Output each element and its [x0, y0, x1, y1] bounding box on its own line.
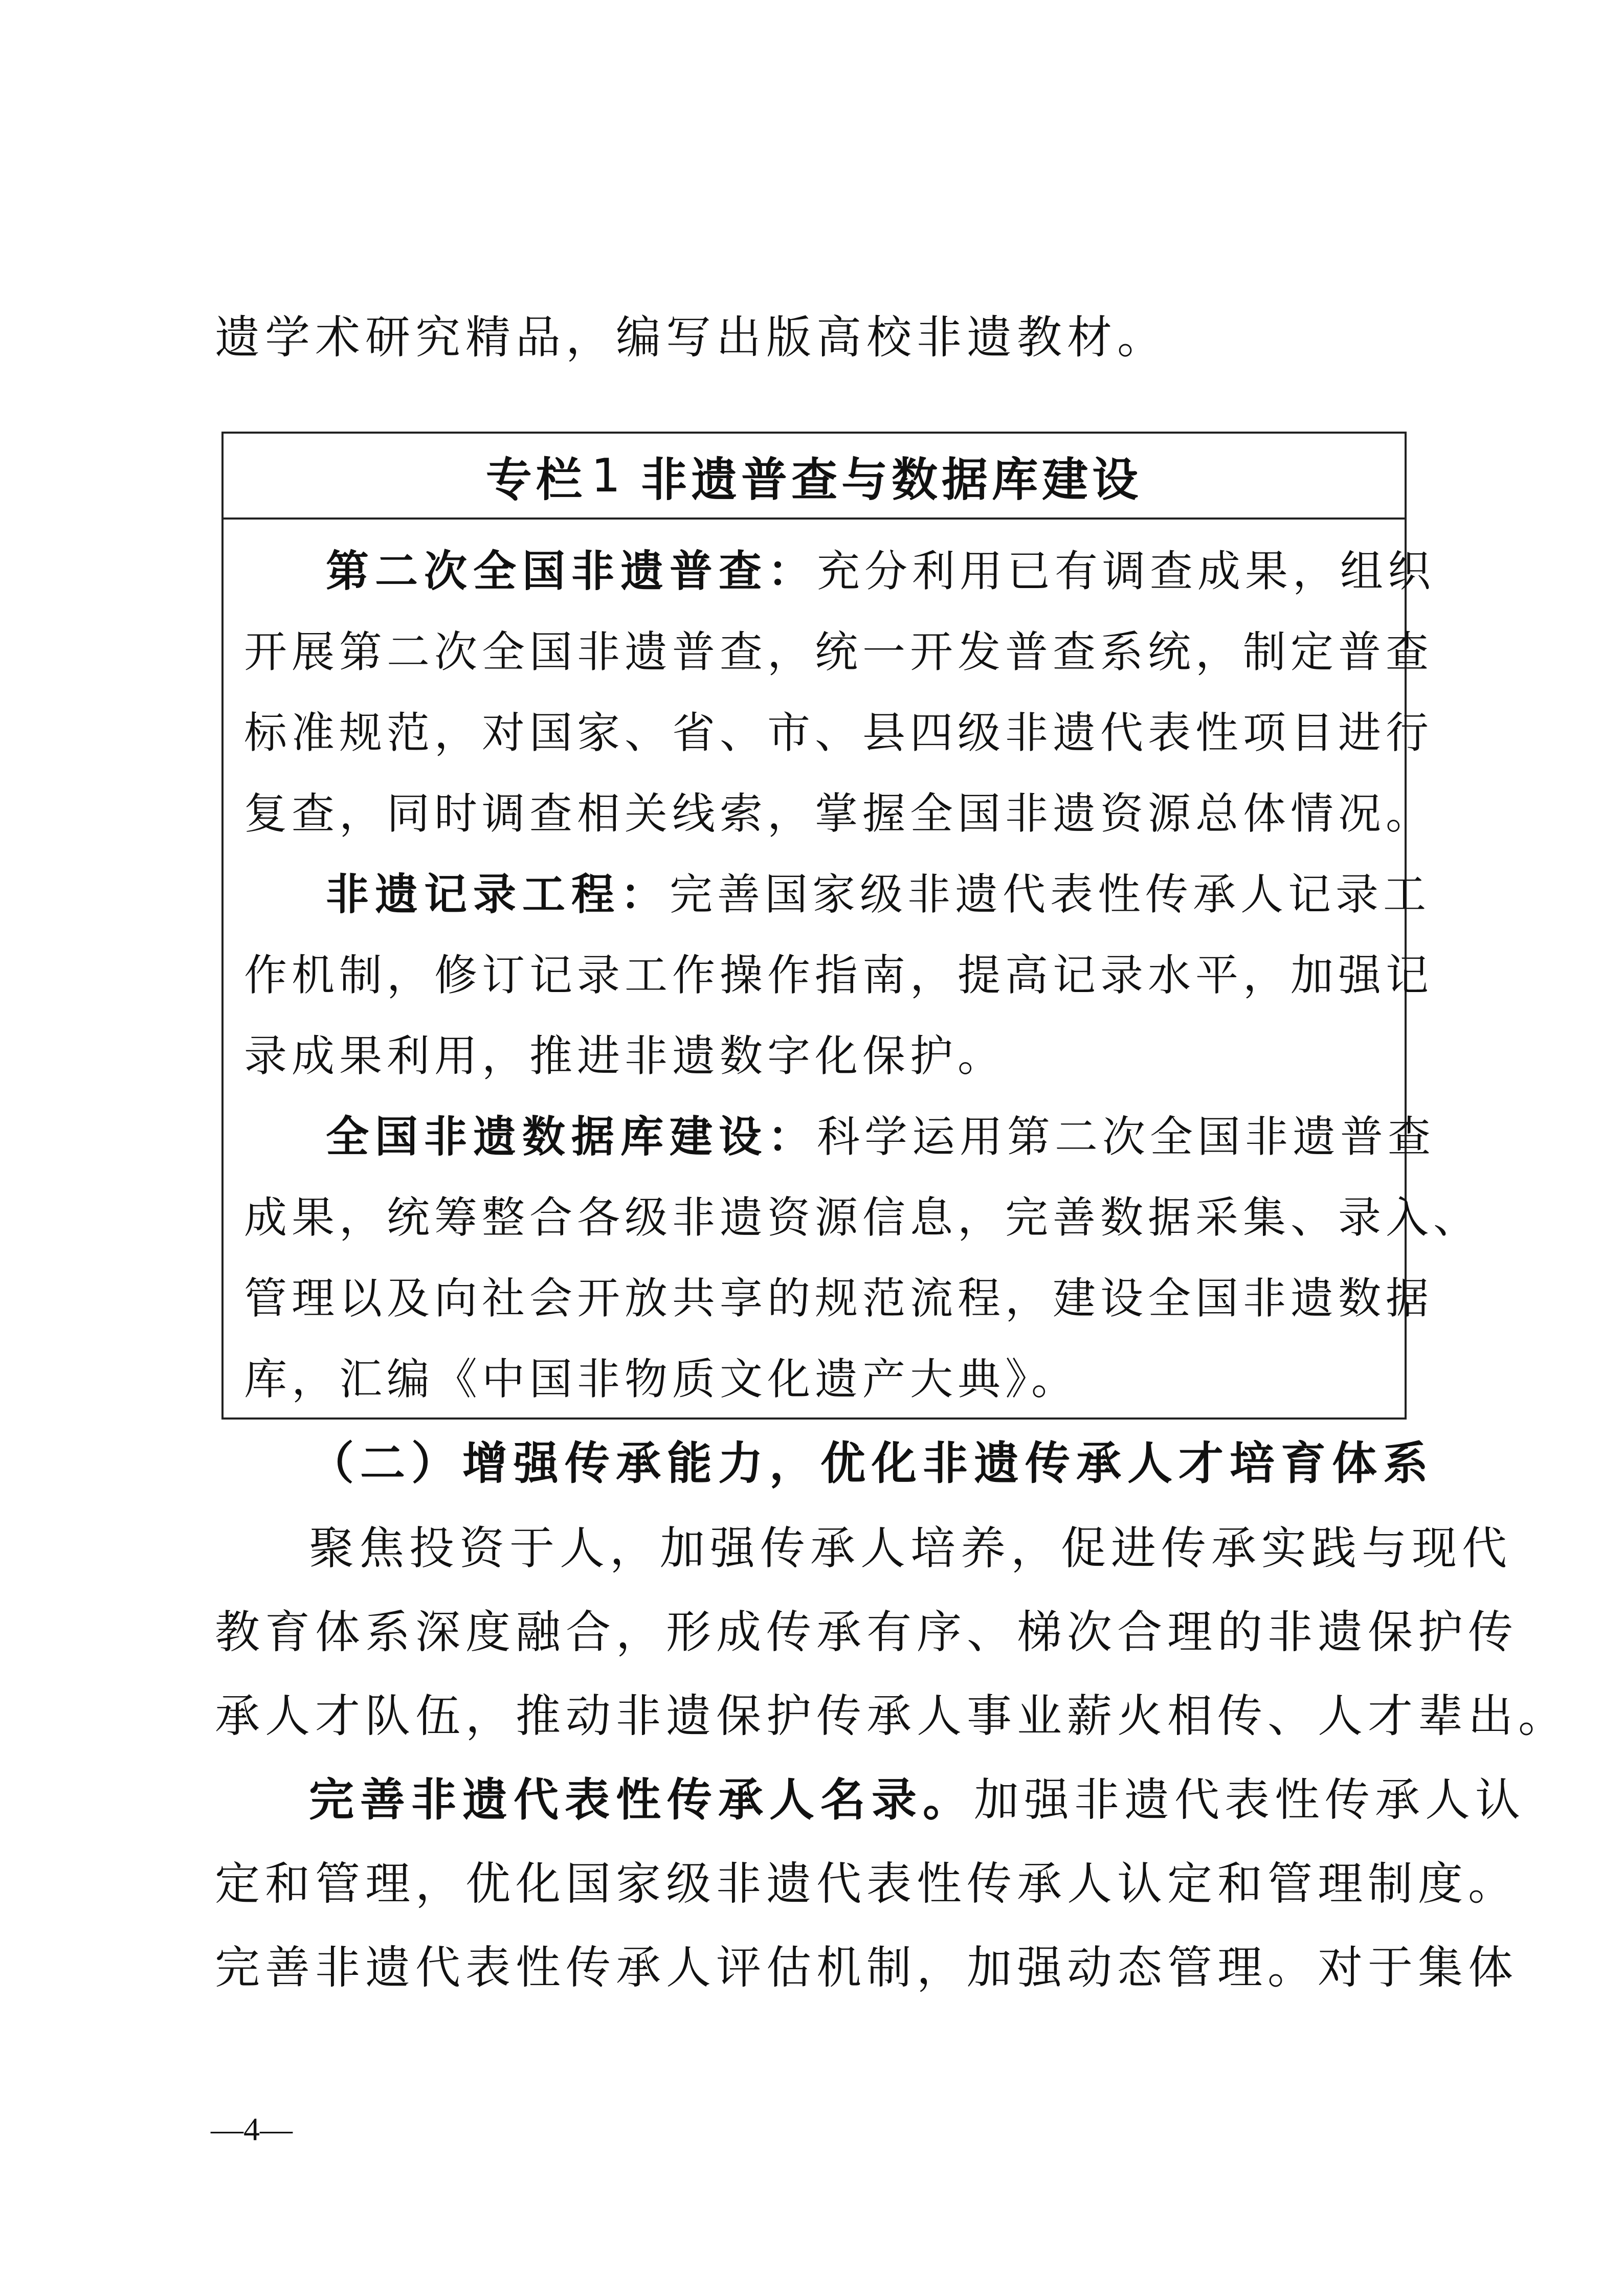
body-text-line: 承人才队伍，推动非遗保护传承人事业薪火相传、人才辈出。: [215, 1690, 1569, 1742]
body-text-line: 遗学术研究精品，编写出版高校非遗教材。: [215, 311, 1168, 364]
column-entry-line: 成果，统筹整合各级非遗资源信息，完善数据采集、录入、: [244, 1192, 1481, 1243]
column-box: [221, 432, 1481, 1420]
column-title-text: 非遗普查与数据库建设: [641, 453, 1143, 507]
column-entry-line: 复查，同时调查相关线索，掌握全国非遗资源总体情况。: [244, 789, 1434, 839]
column-entry-line: 作机制，修订记录工作操作指南，提高记录水平，加强记: [244, 950, 1434, 1000]
column-entry-line: 录成果利用，推进非遗数字化保护。: [244, 1031, 1006, 1081]
body-text-line: 完善非遗代表性传承人评估机制，加强动态管理。对于集体: [215, 1941, 1519, 1994]
column-number: 1: [591, 448, 621, 503]
section-heading: （二）增强传承能力，优化非遗传承人才培育体系: [309, 1437, 1435, 1490]
column-entry-line: 开展第二次全国非遗普查，统一开发普查系统，制定普查: [244, 627, 1434, 677]
body-text-line: 聚焦投资于人，加强传承人培养，促进传承实践与现代: [309, 1522, 1512, 1574]
column-entry-line: 第二次全国非遗普查：充分利用已有调查成果，组织: [326, 546, 1436, 596]
entry-term: 非遗记录工程：: [326, 869, 670, 919]
column-entry-line: 非遗记录工程：完善国家级非遗代表性传承人记录工: [326, 869, 1431, 919]
body-text-line: 定和管理，优化国家级非遗代表性传承人认定和管理制度。: [215, 1857, 1519, 1910]
column-entry-line: 全国非遗数据库建设：科学运用第二次全国非遗普查: [326, 1112, 1436, 1162]
column-entry-line: 库，汇编《中国非物质文化遗产大典》。: [244, 1354, 1079, 1404]
body-text-line: 教育体系深度融合，形成传承有序、梯次合理的非遗保护传: [215, 1606, 1519, 1658]
body-text-line: 完善非遗代表性传承人名录。加强非遗代表性传承人认: [309, 1773, 1526, 1826]
entry-term: 第二次全国非遗普查：: [326, 546, 817, 596]
column-label: 专栏: [485, 453, 586, 507]
column-entry-line: 管理以及向社会开放共享的规范流程，建设全国非遗数据: [244, 1273, 1434, 1323]
column-entry-line: 标准规范，对国家、省、市、县四级非遗代表性项目进行: [244, 708, 1434, 758]
page-number: —4—: [211, 2111, 293, 2147]
column-title: [224, 434, 1405, 520]
paragraph-lead: 完善非遗代表性传承人名录。: [309, 1773, 974, 1826]
entry-term: 全国非遗数据库建设：: [326, 1112, 817, 1162]
